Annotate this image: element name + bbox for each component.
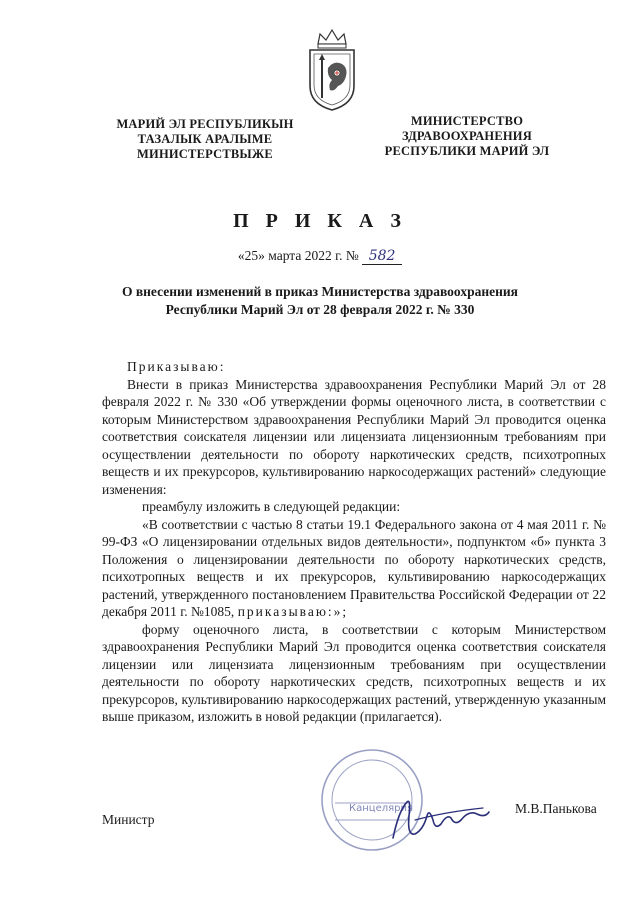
header-left-line-2: ТАЗАЛЫК АРАЛЫМЕ xyxy=(137,132,273,146)
order-body xyxy=(102,358,606,726)
header-left-ministry-mari xyxy=(100,117,310,162)
header-left-line-3: МИНИСТЕРСТВЫЖЕ xyxy=(137,147,273,161)
coat-of-arms-emblem xyxy=(300,24,364,114)
order-subject xyxy=(80,283,560,319)
signature-title: Министр xyxy=(102,812,155,827)
order-word: Приказываю: xyxy=(127,359,226,374)
document-title: П Р И К А З xyxy=(233,210,407,232)
signer-name: М.В.Панькова xyxy=(515,801,597,816)
paragraph-4: форму оценочного листа, в соответствии с которым Министерством здравоохранения Республики Марий Эл проводится оценка соответствия соискателя лицензии или лицензиата лицензионным требованиям при осуществлении деятельности по обороту наркотических средств, психотропных веществ и их прекурсоров, культивированию наркосодержащих растений, утвержденную указанным выше приказом, изложить в новой редакции (прилагается). xyxy=(102,621,606,724)
header-right-line-3: РЕСПУБЛИКИ МАРИЙ ЭЛ xyxy=(384,144,550,158)
paragraph-3 xyxy=(102,516,606,621)
header-left-line-1: МАРИЙ ЭЛ РЕСПУБЛИКЫН xyxy=(116,117,294,131)
paragraph-3-text: «В соответствии с частью 8 статьи 19.1 Федерального закона от 4 мая 2011 г. № 99-ФЗ «О лицензировании отдельных видов деятельности», подпунктом «б» пункта 3 Положения о лицензировании деятельности по обороту наркотических средств, психотропных веществ и их прекурсоров, культивированию наркосодержащих растений, утвержденного постановлением Правительства Российской Федерации от 22 декабря 2011 г. №1085, xyxy=(102,516,606,619)
paragraph-1: Внести в приказ Министерства здравоохранения Республики Марий Эл от 28 февраля 2022 г. № 330 «Об утверждении формы оценочного листа, в соответствии с которым Министерством здравоохранения Республики Марий Эл проводится оценка соответствия соискателя лицензии или лицензиата лицензионным требованиям при осуществлении деятельности по обороту наркотических средств, психотропных веществ и их прекурсоров, культивированию наркосодержащих растений» следующие изменения: xyxy=(102,376,606,497)
header-right-line-2: ЗДРАВООХРАНЕНИЯ xyxy=(402,129,532,143)
subject-line-1: О внесении изменений в приказ Министерства здравоохранения xyxy=(121,284,518,299)
paragraph-2: преамбулу изложить в следующей редакции: xyxy=(142,499,401,514)
stamp-label: Канцелярия xyxy=(349,803,413,814)
date-line xyxy=(0,248,640,265)
subject-line-2: Республики Марий Эл от 28 февраля 2022 г. № 330 xyxy=(165,302,475,317)
order-date: «25» марта 2022 г. № xyxy=(237,248,359,263)
paragraph-3-tail: приказываю:»; xyxy=(237,604,349,619)
handwritten-signature xyxy=(385,790,495,850)
header-right-line-1: МИНИСТЕРСТВО xyxy=(410,114,524,128)
order-number: 582 xyxy=(362,248,402,265)
header-right-ministry-ru xyxy=(372,114,562,159)
